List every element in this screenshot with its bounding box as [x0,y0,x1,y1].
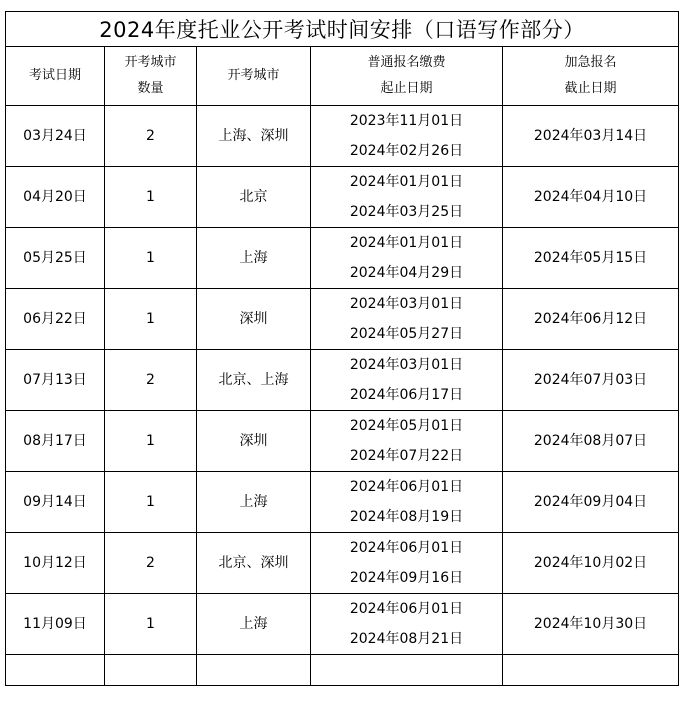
header-regular-fee-line2: 起止日期 [380,81,433,96]
city-count-cell: 2 [105,350,197,411]
table-row [6,411,679,472]
late-fee-cell: 2024年07月03日 [503,350,679,411]
cities-cell: 北京、上海 [197,350,311,411]
exam-date-cell: 03月24日 [6,106,105,167]
regular-fee-cell [311,289,503,350]
header-late-fee [503,47,679,106]
table-row [6,167,679,228]
late-fee-cell: 2024年10月02日 [503,533,679,594]
exam-date-cell: 05月25日 [6,228,105,289]
regular-fee-start: 2024年01月01日 [349,174,464,190]
regular-fee-cell [311,228,503,289]
header-cities [197,47,311,106]
header-city-count-line2: 数量 [137,81,164,96]
cities-cell: 北京 [197,167,311,228]
empty-row [6,655,679,686]
regular-fee-cell [311,350,503,411]
cities-cell: 上海 [197,594,311,655]
regular-fee-start: 2024年06月01日 [349,479,464,495]
city-count-cell: 2 [105,533,197,594]
table-row [6,533,679,594]
header-city-count [105,47,197,106]
empty-cell [503,655,679,686]
regular-fee-start: 2024年03月01日 [349,296,464,312]
exam-date-cell: 08月17日 [6,411,105,472]
regular-fee-cell [311,594,503,655]
city-count-cell: 1 [105,228,197,289]
late-fee-cell: 2024年06月12日 [503,289,679,350]
late-fee-cell: 2024年04月10日 [503,167,679,228]
late-fee-cell: 2024年03月14日 [503,106,679,167]
cities-cell: 上海 [197,228,311,289]
schedule-table-wrapper [5,11,679,686]
table-row [6,472,679,533]
regular-fee-start: 2024年01月01日 [349,235,464,251]
exam-date-cell: 09月14日 [6,472,105,533]
header-late-fee-line2: 截止日期 [564,81,617,96]
table-row [6,289,679,350]
late-fee-cell: 2024年09月04日 [503,472,679,533]
header-late-fee-line1: 加急报名 [564,55,617,70]
cities-cell: 上海、深圳 [197,106,311,167]
regular-fee-end: 2024年06月17日 [349,387,464,403]
city-count-cell: 2 [105,106,197,167]
late-fee-cell: 2024年10月30日 [503,594,679,655]
regular-fee-start: 2024年05月01日 [349,418,464,434]
regular-fee-end: 2024年04月29日 [349,265,464,281]
city-count-cell: 1 [105,411,197,472]
exam-date-cell: 10月12日 [6,533,105,594]
header-regular-fee-line1: 普通报名缴费 [367,55,446,70]
regular-fee-start: 2023年11月01日 [349,113,464,129]
regular-fee-cell [311,533,503,594]
table-row [6,350,679,411]
header-cities-label: 开考城市 [227,68,280,83]
table-row [6,594,679,655]
regular-fee-start: 2024年06月01日 [349,601,464,617]
exam-date-cell: 11月09日 [6,594,105,655]
regular-fee-end: 2024年08月21日 [349,631,464,647]
city-count-cell: 1 [105,472,197,533]
empty-cell [197,655,311,686]
header-row [6,47,679,106]
empty-cell [6,655,105,686]
regular-fee-cell [311,411,503,472]
exam-date-cell: 07月13日 [6,350,105,411]
regular-fee-end: 2024年09月16日 [349,570,464,586]
header-exam-date-label: 考试日期 [28,68,81,83]
late-fee-cell: 2024年05月15日 [503,228,679,289]
late-fee-cell: 2024年08月07日 [503,411,679,472]
exam-date-cell: 04月20日 [6,167,105,228]
cities-cell: 北京、深圳 [197,533,311,594]
table-row [6,228,679,289]
regular-fee-end: 2024年03月25日 [349,204,464,220]
regular-fee-end: 2024年07月22日 [349,448,464,464]
header-city-count-line1: 开考城市 [124,55,177,70]
regular-fee-start: 2024年06月01日 [349,540,464,556]
table-title: 2024年度托业公开考试时间安排（口语写作部分） [6,12,679,47]
table-row [6,106,679,167]
city-count-cell: 1 [105,594,197,655]
cities-cell: 上海 [197,472,311,533]
schedule-table [5,11,679,686]
table-body [6,106,679,686]
regular-fee-cell [311,106,503,167]
cities-cell: 深圳 [197,289,311,350]
header-exam-date [6,47,105,106]
empty-cell [105,655,197,686]
regular-fee-start: 2024年03月01日 [349,357,464,373]
city-count-cell: 1 [105,167,197,228]
regular-fee-end: 2024年08月19日 [349,509,464,525]
regular-fee-end: 2024年02月26日 [349,143,464,159]
regular-fee-end: 2024年05月27日 [349,326,464,342]
cities-cell: 深圳 [197,411,311,472]
regular-fee-cell [311,167,503,228]
empty-cell [311,655,503,686]
city-count-cell: 1 [105,289,197,350]
regular-fee-cell [311,472,503,533]
header-regular-fee [311,47,503,106]
exam-date-cell: 06月22日 [6,289,105,350]
